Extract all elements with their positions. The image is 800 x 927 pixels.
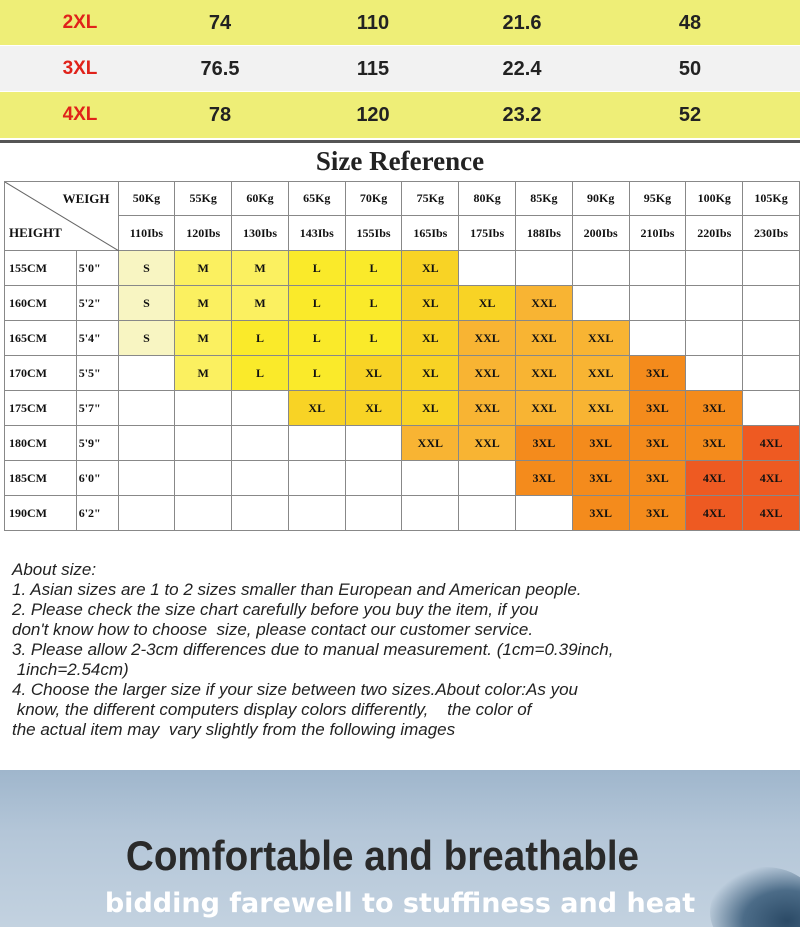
- weight-kg-header: 65Kg: [288, 182, 345, 216]
- measurement-value: 115: [356, 58, 390, 80]
- about-line: the actual item may vary slightly from the following images: [12, 720, 456, 739]
- measurement-value: 76.5: [200, 58, 240, 80]
- size-cell: XXL: [572, 321, 629, 356]
- size-cell: [459, 251, 516, 286]
- size-cell: M: [232, 286, 289, 321]
- size-cell: L: [345, 286, 402, 321]
- size-cell: L: [288, 251, 345, 286]
- height-row: [5, 321, 800, 356]
- weight-lbs-header: 155Ibs: [345, 216, 402, 251]
- height-row: [5, 251, 800, 286]
- size-cell: [345, 461, 402, 496]
- size-cell: S: [118, 321, 175, 356]
- size-cell: XXL: [402, 426, 459, 461]
- about-line: 3. Please allow 2-3cm differences due to manual measurement. (1cm=0.39inch,: [12, 640, 614, 659]
- about-line: 4. Choose the larger size if your size between two sizes.About color:As you: [12, 680, 579, 699]
- size-cell: [459, 496, 516, 531]
- measurement-value: 21.6: [502, 12, 542, 34]
- size-cell: [175, 426, 232, 461]
- height-row: [5, 461, 800, 496]
- weight-kg-header: 95Kg: [629, 182, 686, 216]
- size-cell: XXL: [459, 356, 516, 391]
- measurement-value: 48: [678, 12, 702, 34]
- size-cell: [232, 496, 289, 531]
- weight-kg-header: 100Kg: [686, 182, 743, 216]
- size-cell: [118, 391, 175, 426]
- size-cell: [459, 461, 516, 496]
- about-size-notes: [12, 560, 792, 740]
- size-cell: [743, 356, 800, 391]
- size-cell: L: [232, 356, 289, 391]
- about-line: don't know how to choose size, please contact our customer service.: [12, 620, 534, 639]
- size-cell: XL: [288, 391, 345, 426]
- measurement-value: 50: [678, 58, 702, 80]
- size-cell: XL: [402, 251, 459, 286]
- size-cell: 3XL: [629, 426, 686, 461]
- height-cm: 175CM: [5, 391, 77, 426]
- size-cell: 3XL: [629, 496, 686, 531]
- size-label: 2XL: [62, 12, 98, 33]
- weight-lbs-header: 200Ibs: [572, 216, 629, 251]
- size-cell: M: [232, 251, 289, 286]
- size-cell: XXL: [459, 321, 516, 356]
- weight-lbs-header: 110Ibs: [118, 216, 175, 251]
- height-cm: 165CM: [5, 321, 77, 356]
- size-cell: L: [345, 251, 402, 286]
- size-cell: [345, 496, 402, 531]
- size-cell: [118, 461, 175, 496]
- size-cell: 3XL: [686, 391, 743, 426]
- size-cell: M: [175, 286, 232, 321]
- size-cell: M: [175, 321, 232, 356]
- size-cell: 3XL: [572, 461, 629, 496]
- size-cell: M: [175, 251, 232, 286]
- weight-kg-header: 105Kg: [743, 182, 800, 216]
- size-cell: 4XL: [743, 496, 800, 531]
- size-cell: [629, 321, 686, 356]
- weight-lbs-header: 220Ibs: [686, 216, 743, 251]
- height-ft: 5'5": [76, 356, 118, 391]
- height-cm: 180CM: [5, 426, 77, 461]
- height-row: [5, 496, 800, 531]
- height-cm: 170CM: [5, 356, 77, 391]
- size-cell: [686, 251, 743, 286]
- size-row: [0, 92, 800, 139]
- size-cell: XXL: [572, 356, 629, 391]
- size-cell: 4XL: [743, 461, 800, 496]
- size-cell: XL: [402, 286, 459, 321]
- size-cell: L: [288, 321, 345, 356]
- height-ft: 5'4": [76, 321, 118, 356]
- size-cell: [345, 426, 402, 461]
- height-cm: 160CM: [5, 286, 77, 321]
- height-ft: 5'7": [76, 391, 118, 426]
- promo-banner: [0, 770, 800, 927]
- weight-lbs-header: 143Ibs: [288, 216, 345, 251]
- size-cell: 4XL: [686, 496, 743, 531]
- weight-lbs-header: 120Ibs: [175, 216, 232, 251]
- size-cell: [402, 461, 459, 496]
- weight-kg-header: 50Kg: [118, 182, 175, 216]
- weight-kg-header: 75Kg: [402, 182, 459, 216]
- weight-lbs-header: 210Ibs: [629, 216, 686, 251]
- size-cell: XXL: [516, 391, 573, 426]
- size-cell: [402, 496, 459, 531]
- size-cell: [232, 391, 289, 426]
- size-cell: [288, 461, 345, 496]
- size-cell: 4XL: [686, 461, 743, 496]
- size-cell: [175, 461, 232, 496]
- size-cell: 3XL: [572, 496, 629, 531]
- size-cell: [175, 496, 232, 531]
- size-cell: [175, 391, 232, 426]
- size-cell: [629, 286, 686, 321]
- height-row: [5, 356, 800, 391]
- weight-kg-header: 85Kg: [516, 182, 573, 216]
- size-cell: [686, 286, 743, 321]
- size-cell: [232, 461, 289, 496]
- about-line: 1inch=2.54cm): [12, 660, 129, 679]
- measurement-value: 120: [356, 104, 390, 126]
- height-ft: 5'9": [76, 426, 118, 461]
- size-cell: L: [345, 321, 402, 356]
- size-cell: [288, 426, 345, 461]
- size-label: 3XL: [62, 58, 98, 79]
- size-cell: [118, 496, 175, 531]
- size-cell: [743, 391, 800, 426]
- size-cell: [118, 356, 175, 391]
- about-heading: About size:: [12, 560, 97, 579]
- size-cell: [516, 496, 573, 531]
- measurement-value: 78: [208, 104, 232, 126]
- about-line: know, the different computers display colors differently, the color of: [12, 700, 532, 719]
- weight-lbs-header: 188Ibs: [516, 216, 573, 251]
- size-cell: L: [288, 286, 345, 321]
- measurement-value: 22.4: [502, 58, 542, 80]
- size-cell: XL: [402, 321, 459, 356]
- height-ft: 5'0": [76, 251, 118, 286]
- size-cell: XL: [402, 391, 459, 426]
- size-reference-table: [4, 181, 800, 531]
- size-cell: 3XL: [686, 426, 743, 461]
- size-cell: 3XL: [629, 356, 686, 391]
- size-cell: XXL: [516, 356, 573, 391]
- size-cell: [743, 286, 800, 321]
- weight-lbs-header: 130Ibs: [232, 216, 289, 251]
- size-cell: [743, 321, 800, 356]
- about-line: 1. Asian sizes are 1 to 2 sizes smaller than European and American people.: [12, 580, 582, 599]
- height-ft: 5'2": [76, 286, 118, 321]
- measurement-value: 74: [208, 12, 232, 34]
- size-cell: M: [175, 356, 232, 391]
- height-row: [5, 286, 800, 321]
- size-cell: L: [288, 356, 345, 391]
- size-cell: XXL: [516, 286, 573, 321]
- size-measurement-table: [0, 0, 800, 139]
- size-cell: [288, 496, 345, 531]
- height-ft: 6'2": [76, 496, 118, 531]
- size-cell: [572, 286, 629, 321]
- height-row: [5, 391, 800, 426]
- weight-lbs-header: 175Ibs: [459, 216, 516, 251]
- banner-headline: Comfortable and breathable: [125, 832, 640, 879]
- weigh-label: WEIGH: [62, 191, 110, 206]
- weight-kg-header: 55Kg: [175, 182, 232, 216]
- size-reference-title: Size Reference: [315, 146, 485, 176]
- height-ft: 6'0": [76, 461, 118, 496]
- size-cell: [118, 426, 175, 461]
- weight-lbs-header: 165Ibs: [402, 216, 459, 251]
- height-cm: 155CM: [5, 251, 77, 286]
- size-cell: L: [232, 321, 289, 356]
- size-cell: XL: [459, 286, 516, 321]
- about-line: 2. Please check the size chart carefully before you buy the item, if you: [12, 600, 539, 619]
- size-cell: [572, 251, 629, 286]
- size-cell: XXL: [459, 426, 516, 461]
- weight-kg-header: 60Kg: [232, 182, 289, 216]
- weight-kg-header: 80Kg: [459, 182, 516, 216]
- size-cell: XL: [345, 356, 402, 391]
- weight-kg-header: 70Kg: [345, 182, 402, 216]
- height-label: HEIGHT: [9, 225, 62, 240]
- measurement-value: 110: [356, 12, 390, 34]
- banner-subheadline: bidding farewell to stuffiness and heat: [104, 888, 696, 919]
- size-row: [0, 46, 800, 92]
- size-cell: 3XL: [572, 426, 629, 461]
- size-cell: 3XL: [629, 391, 686, 426]
- size-cell: [232, 426, 289, 461]
- size-cell: [516, 251, 573, 286]
- size-label: 4XL: [62, 104, 98, 125]
- height-cm: 190CM: [5, 496, 77, 531]
- size-cell: 3XL: [516, 426, 573, 461]
- height-cm: 185CM: [5, 461, 77, 496]
- size-row: [0, 0, 800, 46]
- size-cell: XXL: [516, 321, 573, 356]
- size-cell: XL: [402, 356, 459, 391]
- size-cell: 3XL: [629, 461, 686, 496]
- size-cell: XXL: [459, 391, 516, 426]
- size-cell: S: [118, 251, 175, 286]
- weight-lbs-header: 230Ibs: [743, 216, 800, 251]
- measurement-value: 52: [678, 104, 702, 126]
- size-cell: 3XL: [516, 461, 573, 496]
- size-cell: [686, 321, 743, 356]
- size-cell: 4XL: [743, 426, 800, 461]
- size-cell: S: [118, 286, 175, 321]
- size-cell: [629, 251, 686, 286]
- weight-kg-header: 90Kg: [572, 182, 629, 216]
- size-cell: XXL: [572, 391, 629, 426]
- height-row: [5, 426, 800, 461]
- size-cell: [686, 356, 743, 391]
- size-cell: XL: [345, 391, 402, 426]
- size-cell: [743, 251, 800, 286]
- measurement-value: 23.2: [502, 104, 542, 126]
- header-corner: [5, 182, 119, 251]
